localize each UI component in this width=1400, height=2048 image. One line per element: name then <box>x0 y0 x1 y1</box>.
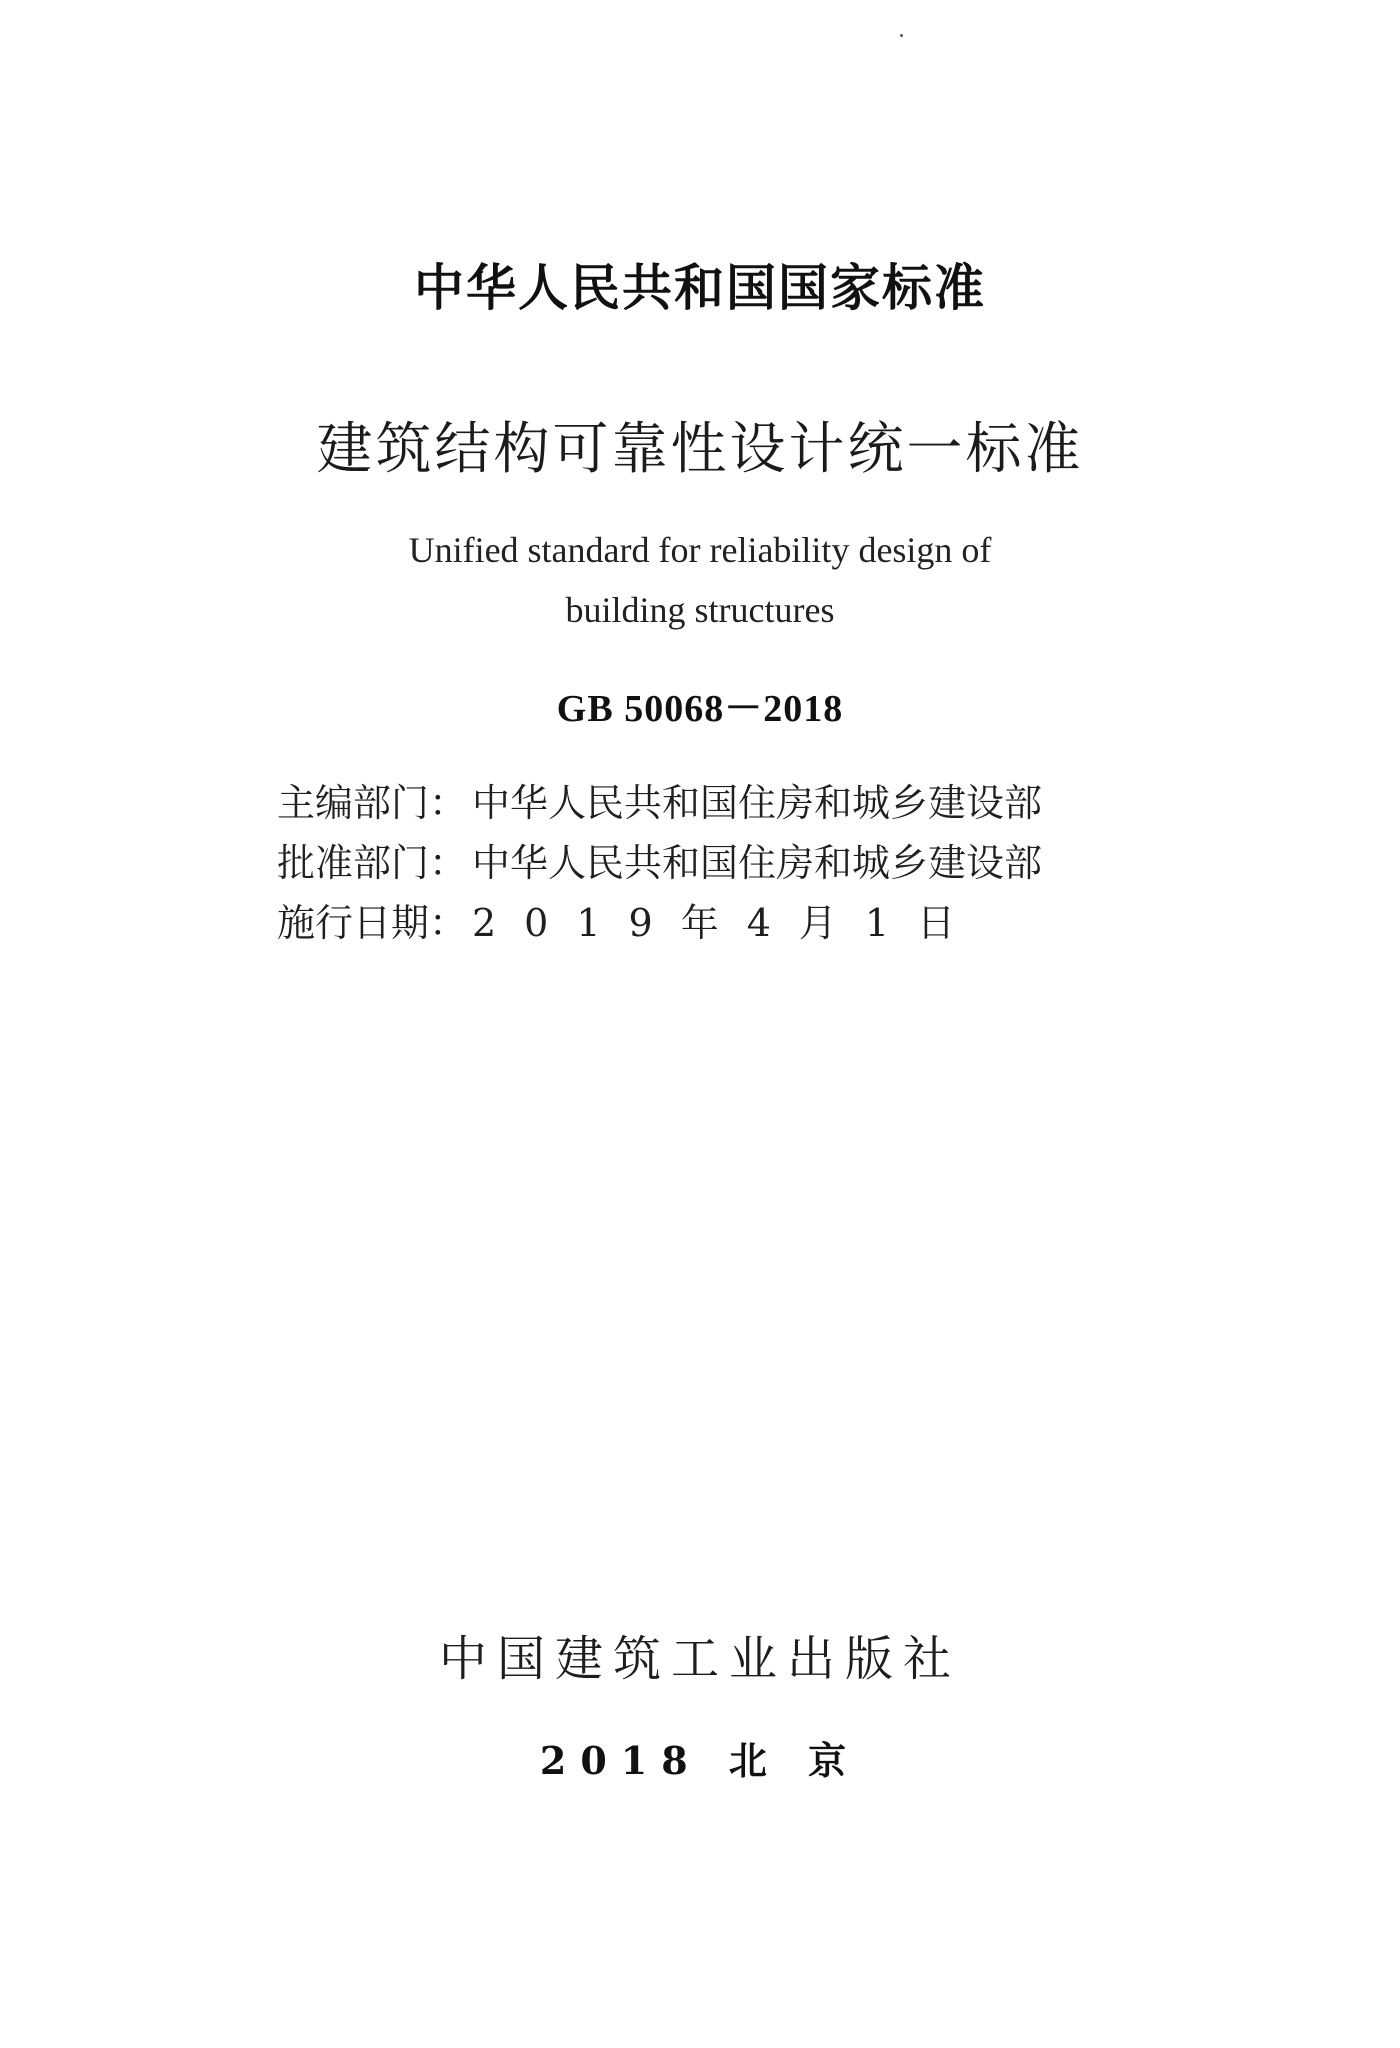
standard-code: GB 50068－2018 <box>556 688 844 730</box>
approval-label: 批准部门： <box>277 841 468 885</box>
chief-editor-row <box>277 772 1077 827</box>
chinese-title: 建筑结构可靠性设计统一标准 <box>316 417 1084 482</box>
chief-editor-label: 主编部门： <box>277 781 468 825</box>
publication-year-city: 2018 北 京 <box>539 1738 861 1783</box>
chief-editor-value: 中华人民共和国住房和城乡建设部 <box>472 781 1043 825</box>
publisher-name: 中国建筑工业出版社 <box>438 1631 961 1687</box>
approval-value: 中华人民共和国住房和城乡建设部 <box>472 841 1043 885</box>
scan-speck <box>900 34 903 37</box>
english-title-line-1: Unified standard for reliability design of <box>408 530 992 570</box>
effective-date-label: 施行日期： <box>277 901 468 945</box>
english-title-line-2: building structures <box>565 590 835 630</box>
effective-date-row <box>277 892 1077 947</box>
english-title <box>0 520 1400 640</box>
national-standard-heading: 中华人民共和国国家标准 <box>414 259 986 317</box>
effective-date-value: 2019年4月1日 <box>472 901 984 945</box>
approval-row <box>277 832 1077 887</box>
